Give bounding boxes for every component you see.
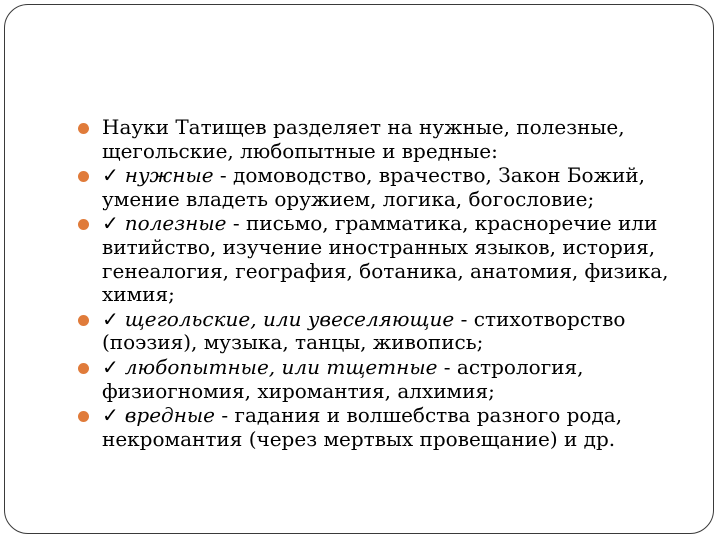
item-description: - домоводство, врачество, Закон Божий, умение владеть оружием, логика, богословие;	[102, 163, 645, 211]
intro-text: Науки Татищев разделяет на нужные, полезные, щегольские, любопытные и вредные:	[102, 115, 625, 163]
check-mark-icon: ✓	[102, 163, 119, 188]
bullet-dot-icon	[78, 315, 89, 326]
bullet-dot-icon	[78, 411, 89, 422]
item-description: - стихотворство (поэзия), музыка, танцы, живопись;	[102, 306, 626, 355]
bullet-dot-icon	[78, 123, 89, 134]
item-term: полезные	[124, 211, 227, 236]
bullet-dot-icon	[78, 171, 89, 182]
check-mark-icon: ✓	[102, 306, 119, 331]
bullet-dot-icon	[78, 363, 89, 374]
list-item-necessary	[78, 164, 690, 211]
item-description: - письмо, грамматика, красноречие или витийство, изучение иностранных языков, история, генеалогия, география, ботаника, анатомия, физика, химия;	[102, 211, 669, 307]
check-mark-icon: ✓	[102, 211, 119, 236]
list-item-fancy	[78, 308, 690, 355]
item-term: щегольские, или увеселяющие	[124, 306, 455, 331]
item-term: вредные	[124, 403, 216, 428]
check-mark-icon: ✓	[102, 354, 119, 379]
list-item-harmful	[78, 404, 690, 451]
check-mark-icon: ✓	[102, 403, 119, 428]
item-description: - астрология, физиогномия, хиромантия, алхимия;	[102, 354, 584, 403]
bullet-list	[78, 116, 690, 452]
item-term: нужные	[124, 163, 214, 188]
list-item-useful	[78, 212, 690, 306]
list-item-intro	[78, 116, 690, 163]
item-description: - гадания и волшебства разного рода, некромантия (через мертвых провещание) и др.	[102, 403, 623, 451]
list-item-curious	[78, 356, 690, 403]
bullet-dot-icon	[78, 219, 89, 230]
item-term: любопытные, или тщетные	[124, 354, 438, 379]
